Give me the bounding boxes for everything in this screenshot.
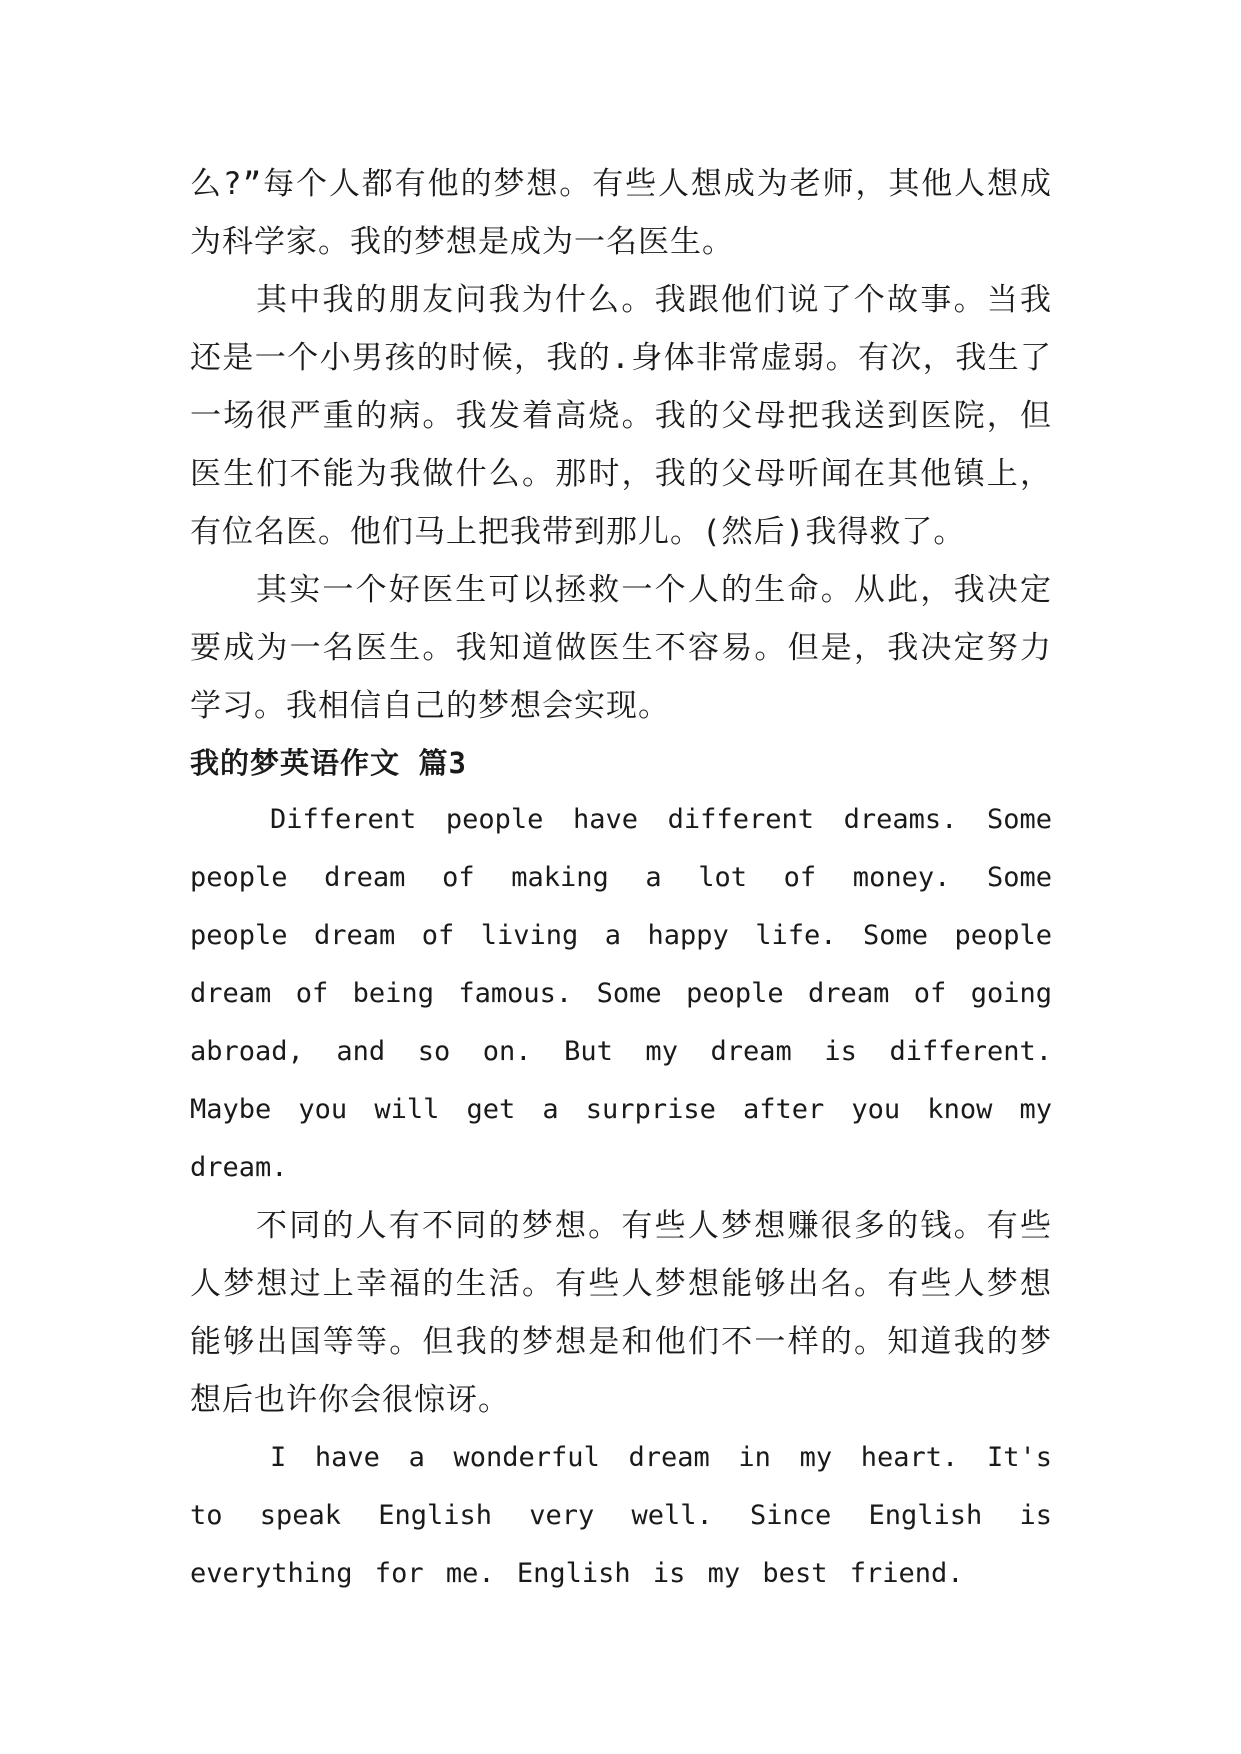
section-heading: 我的梦英语作文 篇3 bbox=[190, 746, 467, 780]
paragraph-zh: 么?”每个人都有他的梦想。有些人想成为老师，其他人想成为科学家。我的梦想是成为一名医生。 bbox=[190, 166, 1052, 260]
paragraph-zh: 其中我的朋友问我为什么。我跟他们说了个故事。当我还是一个小男孩的时候，我的.身体非常虚弱。有次，我生了一场很严重的病。我发着高烧。我的父母把我送到医院，但医生们不能为我做什么。那时，我的父母听闻在其他镇上，有位名医。他们马上把我带到那儿。(然后)我得救了。 bbox=[190, 282, 1052, 550]
paragraph-en: I have a wonderful dream in my heart. It's to speak English very well. Since English is everything for me. English is my best friend. bbox=[190, 1442, 1052, 1589]
document-body bbox=[190, 155, 1052, 1603]
paragraph-zh: 其实一个好医生可以拯救一个人的生命。从此，我决定要成为一名医生。我知道做医生不容易。但是，我决定努力学习。我相信自己的梦想会实现。 bbox=[190, 572, 1052, 724]
paragraph-zh: 不同的人有不同的梦想。有些人梦想赚很多的钱。有些人梦想过上幸福的生活。有些人梦想能够出名。有些人梦想能够出国等等。但我的梦想是和他们不一样的。知道我的梦想后也许你会很惊讶。 bbox=[190, 1208, 1052, 1418]
paragraph-en: Different people have different dreams. Some people dream of making a lot of money. Some people dream of living a happy life. Some people dream of being famous. Some people dream of going abroad, and so on. But my dream is different. Maybe you will get a surprise after you know my dream. bbox=[190, 804, 1052, 1183]
